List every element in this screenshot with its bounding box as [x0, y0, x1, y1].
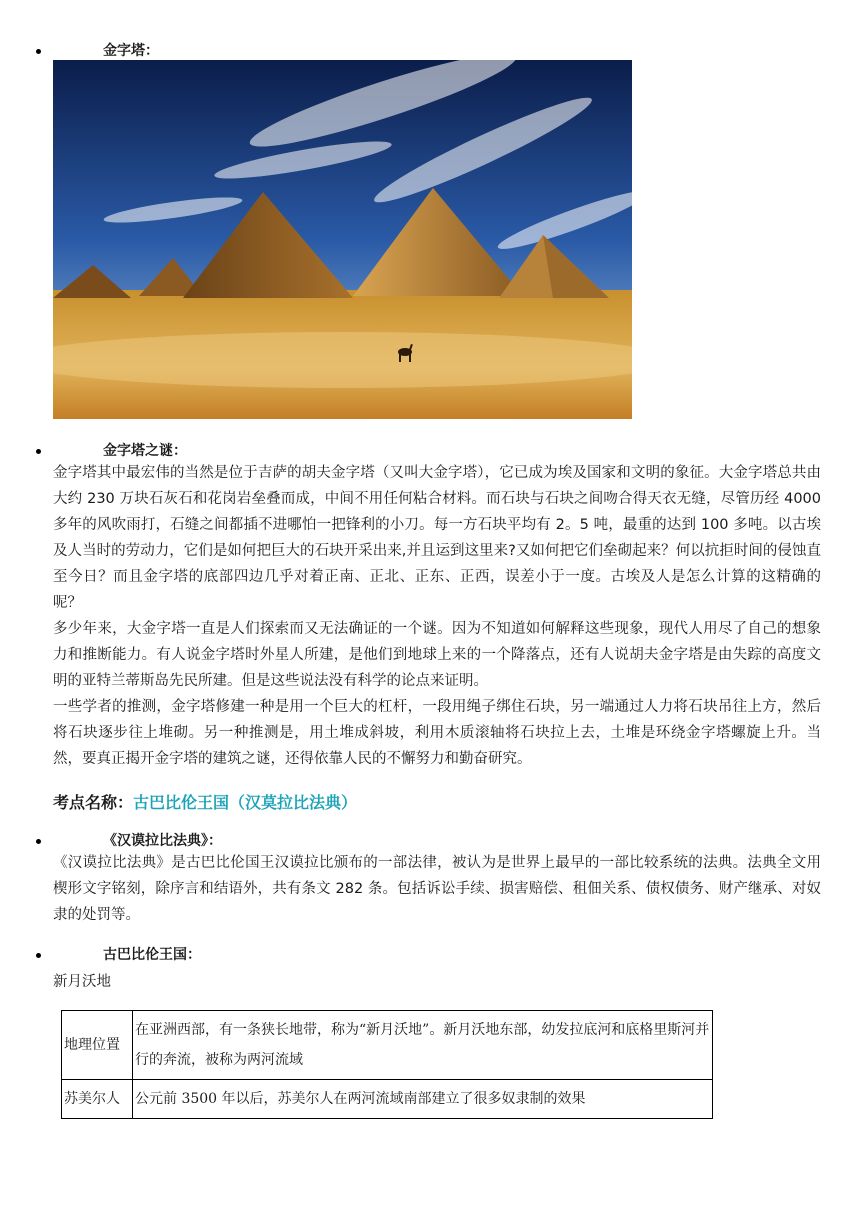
- bullet-dot: [36, 449, 41, 454]
- table-key: 地理位置: [62, 1011, 133, 1080]
- bullet-heading-code: [36, 830, 222, 850]
- table-row: [62, 1011, 713, 1080]
- code-text: [53, 850, 821, 928]
- heading-text: 金字塔之谜：: [103, 443, 187, 459]
- paragraph: 一些学者的推测，金字塔修建一种是用一个巨大的杠杆，一段用绳子绑住石块，另一端通过人力将石块吊往上方，然后将石块逐步往上堆砌。另一种推测是，用土堆成斜坡，利用木质滚轴将石块拉上去，土堆是环绕金字塔螺旋上升。当然，要真正揭开金字塔的建筑之谜，还得依靠人民的不懈努力和勤奋研究。: [53, 699, 821, 767]
- topic-name: 古巴比伦王国（汉莫拉比法典）: [133, 793, 358, 812]
- bullet-dot: [36, 49, 41, 54]
- pyramid-photo: [53, 60, 632, 419]
- bullet-dot: [36, 839, 41, 844]
- table-value: 公元前 3500 年以后，苏美尔人在两河流域南部建立了很多奴隶制的效果: [133, 1080, 713, 1119]
- bullet-heading-pyramid: [36, 40, 159, 60]
- info-table: [61, 1010, 713, 1119]
- bullet-dot: [36, 953, 41, 958]
- bullet-heading-babylon: [36, 944, 201, 964]
- pyramid-mystery-text: [53, 460, 821, 772]
- topic-label: 考点名称：: [53, 793, 134, 812]
- heading-text: 金字塔：: [103, 43, 159, 59]
- heading-text: 古巴比伦王国：: [103, 947, 201, 963]
- bullet-heading-pyramid-mystery: [36, 440, 187, 460]
- table-value: 在亚洲西部，有一条狭长地带，称为“新月沃地”。新月沃地东部，幼发拉底河和底格里斯河并行的奔流，被称为两河流域: [133, 1011, 713, 1080]
- subheading: 新月沃地: [53, 974, 111, 990]
- paragraph: 金字塔其中最宏伟的当然是位于吉萨的胡夫金字塔（又叫大金字塔），它已成为埃及国家和文明的象征。大金字塔总共由大约 230 万块石灰石和花岗岩垒叠而成，中间不用任何粘合材料。而石块与石块之间吻合得天衣无缝，尽管历经 4000 多年的风吹雨打，石缝之间都插不进哪怕一把锋利的小刀。每一方石块平均有 2。5 吨，最重的达到 100 多吨。以古埃及人当时的劳动力，它们是如何把巨大的石块开采出来,并且运到这里来?又如何把它们垒砌起来？何以抗拒时间的侵蚀直至今日？而且金字塔的底部四边几乎对着正南、正北、正东、正西，误差小于一度。古埃及人是怎么计算的这精确的呢？: [53, 465, 821, 611]
- paragraph: 《汉谟拉比法典》是古巴比伦国王汉谟拉比颁布的一部法律，被认为是世界上最早的一部比较系统的法典。法典全文用楔形文字铭刻，除序言和结语外，共有条文 282 条。包括诉讼手续、损害赔偿、租佃关系、债权债务、财产继承、对奴隶的处罚等。: [53, 855, 821, 923]
- table-key: 苏美尔人: [62, 1080, 133, 1119]
- topic-title: [53, 790, 357, 813]
- table-row: [62, 1080, 713, 1119]
- paragraph: 多少年来，大金字塔一直是人们探索而又无法确证的一个谜。因为不知道如何解释这些现象，现代人用尽了自己的想象力和推断能力。有人说金字塔时外星人所建，是他们到地球上来的一个降落点，还有人说胡夫金字塔是由失踪的高度文明的亚特兰蒂斯岛先民所建。但是这些说法没有科学的论点来证明。: [53, 621, 821, 689]
- heading-text: 《汉谟拉比法典》：: [103, 833, 222, 849]
